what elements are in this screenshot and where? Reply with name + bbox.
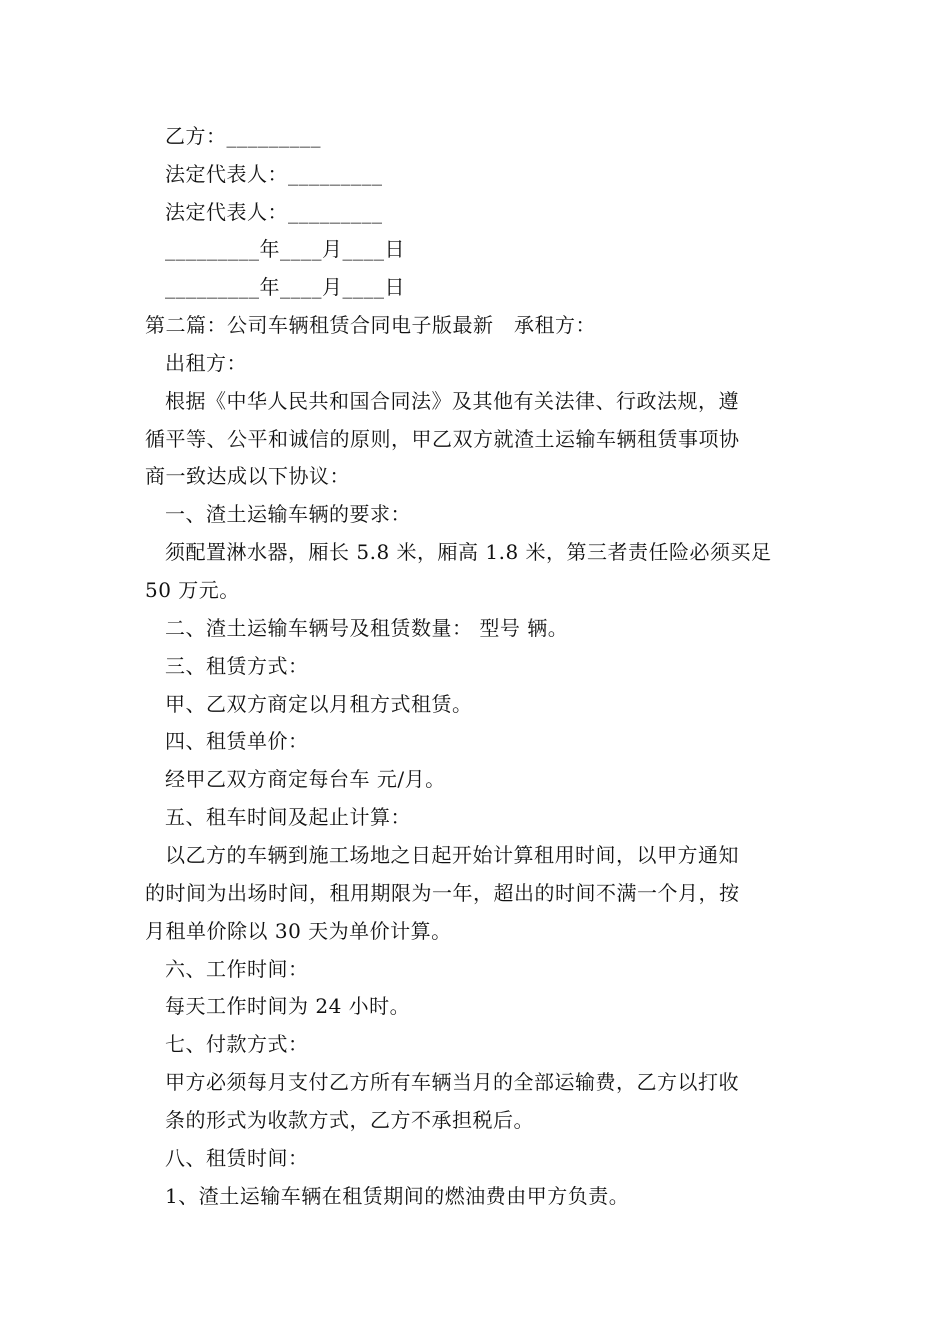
paragraph-line: 商一致达成以下协议： — [145, 464, 350, 488]
paragraph-line: 经甲乙双方商定每台车 元/月。 — [165, 767, 446, 791]
paragraph-line: 循平等、公平和诚信的原则，甲乙双方就渣土运输车辆租赁事项协 — [145, 427, 740, 451]
paragraph-line: 甲方必须每月支付乙方所有车辆当月的全部运输费，乙方以打收 — [165, 1070, 739, 1094]
party-b-line: 乙方：_________ — [165, 124, 321, 148]
clause-heading: 三、租赁方式： — [165, 654, 309, 678]
clause-heading: 二、渣土运输车辆号及租赁数量： 型号 辆。 — [165, 616, 569, 640]
clause-heading: 四、租赁单价： — [165, 729, 309, 753]
clause-heading: 八、租赁时间： — [165, 1146, 309, 1170]
paragraph-line: 50 万元。 — [145, 578, 240, 602]
paragraph-line: 须配置淋水器，厢长 5.8 米，厢高 1.8 米，第三者责任险必须买足 — [165, 540, 772, 564]
date-line: _________年____月____日 — [165, 275, 405, 299]
paragraph-line: 以乙方的车辆到施工场地之日起开始计算租用时间，以甲方通知 — [165, 843, 739, 867]
clause-heading: 一、渣土运输车辆的要求： — [165, 502, 411, 526]
paragraph-line: 的时间为出场时间，租用期限为一年，超出的时间不满一个月，按 — [145, 881, 740, 905]
legal-representative-line: 法定代表人：_________ — [165, 200, 383, 224]
section-heading: 第二篇：公司车辆租赁合同电子版最新 承租方： — [145, 313, 596, 337]
legal-representative-line: 法定代表人：_________ — [165, 162, 383, 186]
paragraph-line: 根据《中华人民共和国合同法》及其他有关法律、行政法规，遵 — [165, 389, 739, 413]
clause-heading: 五、租车时间及起止计算： — [165, 805, 411, 829]
paragraph-line: 月租单价除以 30 天为单价计算。 — [145, 919, 452, 943]
date-line: _________年____月____日 — [165, 237, 405, 261]
lessor-line: 出租方： — [165, 351, 247, 375]
clause-heading: 七、付款方式： — [165, 1032, 309, 1056]
paragraph-line: 甲、乙双方商定以月租方式租赁。 — [165, 692, 473, 716]
paragraph-line: 每天工作时间为 24 小时。 — [165, 994, 411, 1018]
paragraph-line: 条的形式为收款方式，乙方不承担税后。 — [165, 1108, 534, 1132]
clause-heading: 六、工作时间： — [165, 957, 309, 981]
paragraph-line: 1、渣土运输车辆在租赁期间的燃油费由甲方负责。 — [165, 1184, 630, 1208]
